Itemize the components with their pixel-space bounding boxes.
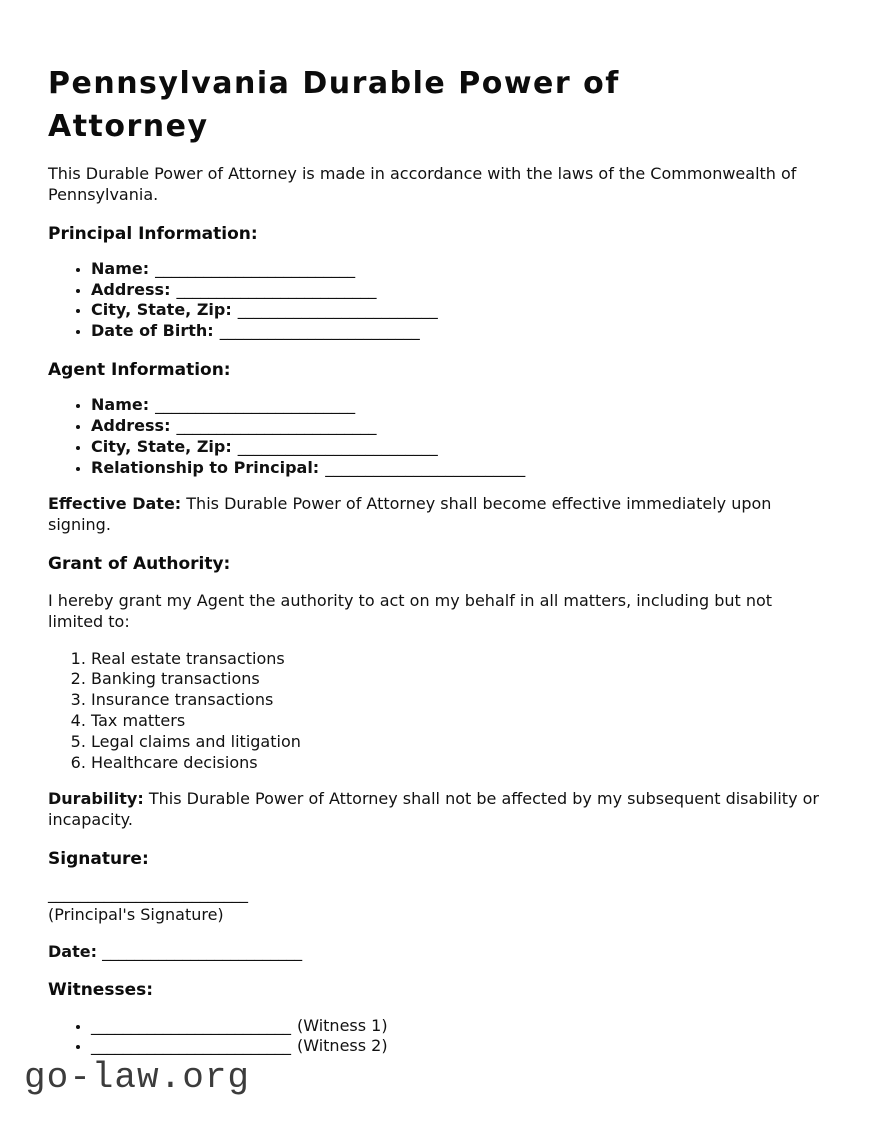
- agent-name-row: [91, 395, 821, 416]
- effective-date-paragraph: [48, 494, 820, 536]
- field-label: Address:: [91, 279, 171, 299]
- signature-caption: (Principal's Signature): [48, 904, 224, 924]
- principal-city-state-zip-row: [91, 300, 821, 321]
- principal-information-list: [48, 259, 821, 342]
- effective-date-label: Effective Date:: [48, 494, 182, 514]
- field-label: City, State, Zip:: [91, 300, 232, 320]
- signature-heading: Signature:: [48, 849, 149, 869]
- effective-date-text: This Durable Power of Attorney shall become effective immediately upon signing.: [48, 494, 772, 535]
- fill-in-blank: _________________________: [325, 457, 526, 477]
- date-blank: _________________________: [102, 941, 303, 961]
- principal-name-row: [91, 259, 821, 280]
- witness-caption: (Witness 1): [297, 1015, 388, 1035]
- agent-city-state-zip-row: [91, 437, 821, 458]
- fill-in-blank: _________________________: [176, 415, 377, 435]
- witness-blank: _________________________: [91, 1015, 291, 1035]
- agent-information-list: [48, 395, 821, 478]
- fill-in-blank: _________________________: [219, 321, 420, 341]
- authority-item: 5. Legal claims and litigation: [91, 732, 821, 753]
- fill-in-blank: _________________________: [237, 436, 438, 456]
- witnesses-list: [48, 1016, 821, 1058]
- agent-address-row: [91, 416, 821, 437]
- field-label: Name:: [91, 258, 150, 278]
- fill-in-blank: _________________________: [176, 279, 377, 299]
- field-label: Address:: [91, 415, 171, 435]
- durability-label: Durability:: [48, 789, 144, 809]
- field-label: City, State, Zip:: [91, 436, 232, 456]
- date-label: Date:: [48, 941, 97, 961]
- authority-items-list: [48, 649, 821, 774]
- agent-information-heading: Agent Information:: [48, 360, 231, 381]
- principal-information-heading: Principal Information:: [48, 223, 258, 244]
- fill-in-blank: _________________________: [155, 258, 356, 278]
- authority-item: 6. Healthcare decisions: [91, 753, 821, 774]
- authority-item: 1. Real estate transactions: [91, 649, 821, 670]
- authority-item: 2. Banking transactions: [91, 669, 821, 690]
- signature-block: [48, 884, 820, 926]
- agent-relationship-row: [91, 458, 821, 479]
- fill-in-blank: _________________________: [237, 300, 438, 320]
- authority-item: 3. Insurance transactions: [91, 690, 821, 711]
- date-paragraph: [48, 942, 820, 963]
- witness-row: [91, 1036, 821, 1057]
- witnesses-heading: Witnesses:: [48, 980, 154, 1001]
- principal-address-row: [91, 280, 821, 301]
- grant-of-authority-heading: Grant of Authority:: [48, 553, 231, 574]
- witness-caption: (Witness 2): [297, 1036, 388, 1056]
- authority-item: 4. Tax matters: [91, 711, 821, 732]
- witness-row: [91, 1016, 821, 1037]
- field-label: Relationship to Principal:: [91, 457, 320, 477]
- watermark-text: go-law.org: [24, 1057, 251, 1098]
- field-label: Name:: [91, 395, 150, 415]
- durability-paragraph: [48, 789, 820, 831]
- principal-date-of-birth-row: [91, 321, 821, 342]
- grant-of-authority-intro: I hereby grant my Agent the authority to act on my behalf in all matters, including but not limited to:: [48, 591, 773, 631]
- durability-text: This Durable Power of Attorney shall not be affected by my subsequent disability or incapacity.: [48, 789, 819, 830]
- document-title: Pennsylvania Durable Power of Attorney: [48, 66, 620, 144]
- intro-paragraph: This Durable Power of Attorney is made in accordance with the laws of the Commonwealth of Pennsylvania.: [48, 164, 797, 204]
- field-label: Date of Birth:: [91, 321, 214, 341]
- fill-in-blank: _________________________: [155, 395, 356, 415]
- witness-blank: _________________________: [91, 1036, 291, 1056]
- signature-blank-line: _________________________: [48, 884, 248, 904]
